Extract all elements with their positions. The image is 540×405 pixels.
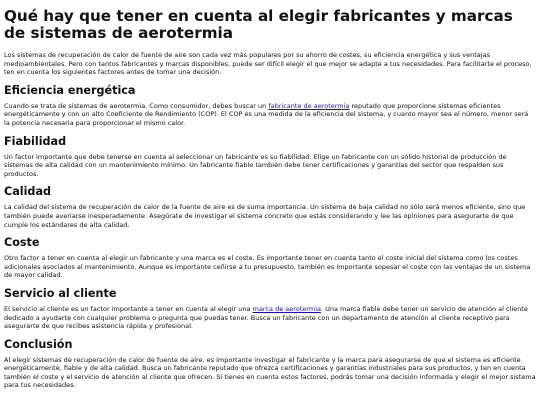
paragraph-conclusion: Al elegir sistemas de recuperación de calor de fuente de aire, es importante investigar el fabricante y la marca para asegurarse de que el sistema es eficiente energéticamente, fiable y de alta calidad. Busca un fabricante reputado que ofrezca certificaciones y garantías industriales para sus productos, y ten en cuenta también el coste y el servicio de atención al cliente que ofrecen. Si tienes en cuenta estos factores, podrás tomar una decisión informada y elegir el mejor sistema para tus necesidades.	[4, 355, 536, 390]
paragraph-calidad: La calidad del sistema de recuperación de calor de la fuente de aire es de suma importancia. Un sistema de baja calidad no sólo será menos eficiente, sino que también puede averiarse inesperadamente. Asegúrate de investigar el sistema concreto que estás considerando y lee las opiniones para asegurarte de que cumple los estándares de alta calidad.	[4, 203, 526, 229]
paragraph-coste: Otro factor a tener en cuenta al elegir un fabricante y una marca es el coste. Es importante tener en cuenta tanto el coste inicial del sistema como los costes adicionales asociados al mantenimiento. Aunque es importante ceñirse a tu presupuesto, también es importante sopesar el coste con las ventajas de un sistema de mayor calidad.	[4, 254, 531, 280]
heading-coste: Coste	[4, 236, 40, 250]
servicio-text-before: El servicio al cliente es un factor importante a tener en cuenta al elegir una	[4, 304, 253, 313]
link-marca-aerotermia[interactable]: marca de aerotermia	[252, 304, 321, 313]
heading-fiabilidad: Fiabilidad	[4, 134, 67, 148]
eficiencia-text-after: reputado que proporcione sistemas eficientes energéticamente y con un alto Coeficiente de Rendimiento (COP). El COP es una medida de la eficiencia del sistema, y cuanto mayor sea el número, menor será la potencia necesaria para proporcionar el mismo calor.	[4, 101, 529, 127]
heading-conclusion: Conclusión	[4, 337, 73, 351]
paragraph-fiabilidad: Un factor importante que debe tenerse en cuenta al seleccionar un fabricante es su fiabilidad. Elige un fabricante con un sólido historial de producción de sistemas de alta calidad con un mantenimiento mínimo. Un fabricante fiable también debe tener certificaciones y garantías del sector que respalden sus productos.	[4, 152, 507, 178]
heading-calidad: Calidad	[4, 185, 51, 199]
link-fabricante-aerotermia[interactable]: fabricante de aerotermia	[268, 101, 350, 110]
servicio-text-after: . Una marca fiable debe tener un servicio de atención al cliente dedicado a ayudarte con cualquier problema o pregunta que puedas tener. Busca un fabricante con un departamento de atención al cliente receptivo para asegurarte de que recibes asistencia rápida y profesional.	[4, 304, 528, 331]
intro-paragraph: Los sistemas de recuperación de calor de fuente de aire son cada vez más populares por su ahorro de costes, su eficiencia energética y sus ventajas medioambientales. Pero con tantos fabricantes y marcas disponibles, puede ser difícil elegir el que mejor se adapte a tus necesidades. Para facilitarte el proceso, ten en cuenta los siguientes factores antes de tomar una decisión.	[4, 51, 532, 77]
heading-eficiencia: Eficiencia energética	[4, 83, 136, 97]
eficiencia-text-before: Cuando se trata de sistemas de aerotermia. Como consumidor, debes buscar un	[4, 101, 269, 110]
paragraph-servicio	[4, 305, 536, 331]
heading-servicio: Servicio al cliente	[4, 286, 117, 300]
paragraph-eficiencia	[4, 102, 536, 128]
page-title: Qué hay que tener en cuenta al elegir fabricantes y marcas de sistemas de aerotermia	[4, 7, 513, 42]
